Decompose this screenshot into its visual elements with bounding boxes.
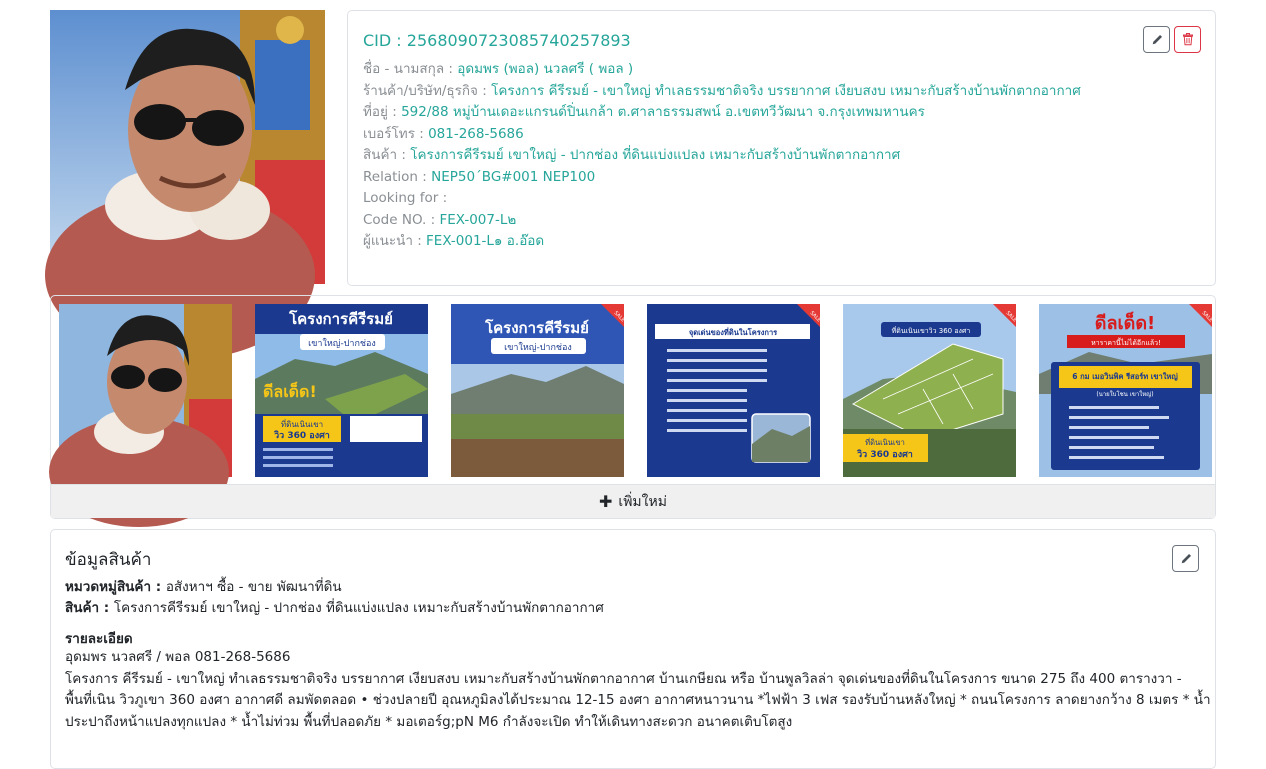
poster-badge: ที่ดินเนินเขา [280,420,324,429]
thumb-project-highlights[interactable] [647,304,820,477]
info-row-code [363,210,1095,232]
sale-badge: SALE [612,310,626,324]
detail-body [65,647,1211,733]
poster-badge-2: วิว 360 องศา [274,431,330,441]
info-value: อุดมพร (พอล) นวลศรี ( พอล ) [457,61,634,77]
info-row-product [363,145,1095,167]
poster-deal: ดีลเด็ด! [263,382,317,401]
profile-actions [1143,26,1201,53]
info-value: โครงการ คีรีรมย์ - เขาใหญ่ ทำเลธรรมชาติจริง บรรยากาศ เงียบสงบ เหมาะกับสร้างบ้านพักตากอากาศ [491,82,1081,99]
info-label: Looking for : [363,190,448,206]
info-value: FEX-007-L๒ [439,211,517,228]
plus-icon: ✚ [599,492,613,511]
edit-profile-button[interactable] [1143,26,1170,53]
poster-title: ที่ดินเนินเขาวิว 360 องศา [891,327,971,335]
info-value: FEX-001-L๑ อ.อ๊อด [426,233,545,249]
info-row-looking-for [363,188,1095,210]
poster-subtitle: เขาใหญ่-ปากช่อง [504,343,572,353]
delete-profile-button[interactable] [1174,26,1201,53]
pencil-icon [1180,553,1192,565]
info-value: NEP50´BG#001 NEP100 [431,168,596,185]
cid: CID : 2568090723085740257893 [363,31,631,50]
detail-contact-line: อุดมพร นวลศรี / พอล 081-268-5686 [65,649,291,665]
info-label: Code NO. : [363,211,440,228]
info-row-name [363,59,1095,81]
info-row-business [363,81,1095,103]
profile-info-rows [363,59,1095,253]
profile-info-card [347,10,1216,286]
product-name-value: โครงการคีรีรมย์ เขาใหญ่ - ปากช่อง ที่ดินแบ่งแปลง เหมาะกับสร้างบ้านพักตากอากาศ [113,600,604,616]
product-category-value: อสังหาฯ ซื้อ - ขาย พัฒนาที่ดิน [165,579,342,595]
thumbnail-strip [59,304,1212,477]
info-row-address [363,102,1095,124]
product-category-label: หมวดหมู่สินค้า : [65,579,166,595]
info-label: Relation : [363,168,432,185]
info-label: ผู้แนะนำ : [363,233,427,249]
poster-badge-2: วิว 360 องศา [857,450,913,460]
sale-badge: SALE [1004,310,1018,324]
poster-badge-2: (นายใบโชน เขาใหญ่) [1096,391,1154,398]
add-image-label: เพิ่มใหม่ [618,493,667,510]
product-section-title: ข้อมูลสินค้า [65,550,152,570]
product-name-line [65,596,604,618]
poster-subtitle: เขาใหญ่-ปากช่อง [308,339,376,349]
poster-deal: ดีลเด็ด! [1094,313,1156,334]
thumb-project-plots[interactable] [843,304,1016,477]
image-gallery [50,295,1216,519]
info-label: ร้านค้า/บริษัท/ธุรกิจ : [363,82,492,99]
pencil-icon [1151,34,1163,46]
sale-badge: SALE [808,310,822,324]
poster-tagline: หาราคานี้ไม่ได้อีกแล้ว! [1091,339,1161,347]
thumb-profile-photo[interactable] [59,304,232,477]
edit-product-button[interactable] [1172,545,1199,572]
thumb-project-poster-2[interactable] [451,304,624,477]
trash-icon [1182,33,1194,46]
poster-badge: 6 กม เมอวินพิค รีสอร์ท เขาใหญ่ [1072,372,1178,381]
info-value: 592/88 หมู่บ้านเดอะแกรนด์ปิ่นเกล้า ต.ศาลาธรรมสพน์ อ.เขตทวีวัฒนา จ.กรุงเทพมหานคร [401,104,925,120]
product-name-label: สินค้า : [65,600,114,616]
thumb-project-poster-1[interactable] [255,304,428,477]
poster-badge: ที่ดินเนินเขา [865,438,905,447]
info-row-relation [363,167,1095,189]
info-label: ชื่อ - นามสกุล : [363,61,458,77]
info-row-referrer [363,231,1095,253]
poster-title: โครงการคีรีรมย์ [289,310,393,328]
info-label: ที่อยู่ : [363,104,402,120]
thumb-project-deal[interactable] [1039,304,1212,477]
add-image-button[interactable] [51,484,1215,518]
info-label: เบอร์โทร : [363,125,429,142]
poster-title: โครงการคีรีรมย์ [485,319,589,337]
info-value: 081-268-5686 [428,125,524,142]
profile-photo [50,10,325,284]
detail-heading: รายละเอียด [65,631,133,647]
product-category-line [65,575,342,597]
info-label: สินค้า : [363,147,411,163]
product-info-card [50,529,1216,769]
sale-badge: SALE [1200,310,1214,324]
info-value: โครงการคีรีรมย์ เขาใหญ่ - ปากช่อง ที่ดินแบ่งแปลง เหมาะกับสร้างบ้านพักตากอากาศ [410,147,901,163]
detail-description: โครงการ คีรีรมย์ - เขาใหญ่ ทำเลธรรมชาติจริง บรรยากาศ เงียบสงบ เหมาะกับสร้างบ้านพักตากอากาศ บ้านเกษียณ หรือ บ้านพูลวิลล่า จุดเด่นของที่ดินในโครงการ ขนาด 275 ถึง 400 ตารางวา - พื้นที่เนิน วิวภูเขา 360 องศา อากาศดี ลมพัดตลอด • ช่วงปลายปี อุณหภูมิลงได้ประมาณ 12-15 องศา อากาศหนาวนาน *ไฟฟ้า 3 เฟส รองรับบ้านหลังใหญ่ * ถนนโครงการ ลาดยางกว้าง 8 เมตร * น้ำประปาถึงหน้าแปลงทุกแปลง * น้ำไม่ท่วม พื้นที่ปลอดภัย * มอเตอร์g;pN M6 กำลังจะเปิด ทำให้เดินทางสะดวก อนาคตเติบโตสูง [65,670,1211,730]
info-row-phone [363,124,1095,146]
poster-title: จุดเด่นของที่ดินในโครงการ [688,328,778,337]
